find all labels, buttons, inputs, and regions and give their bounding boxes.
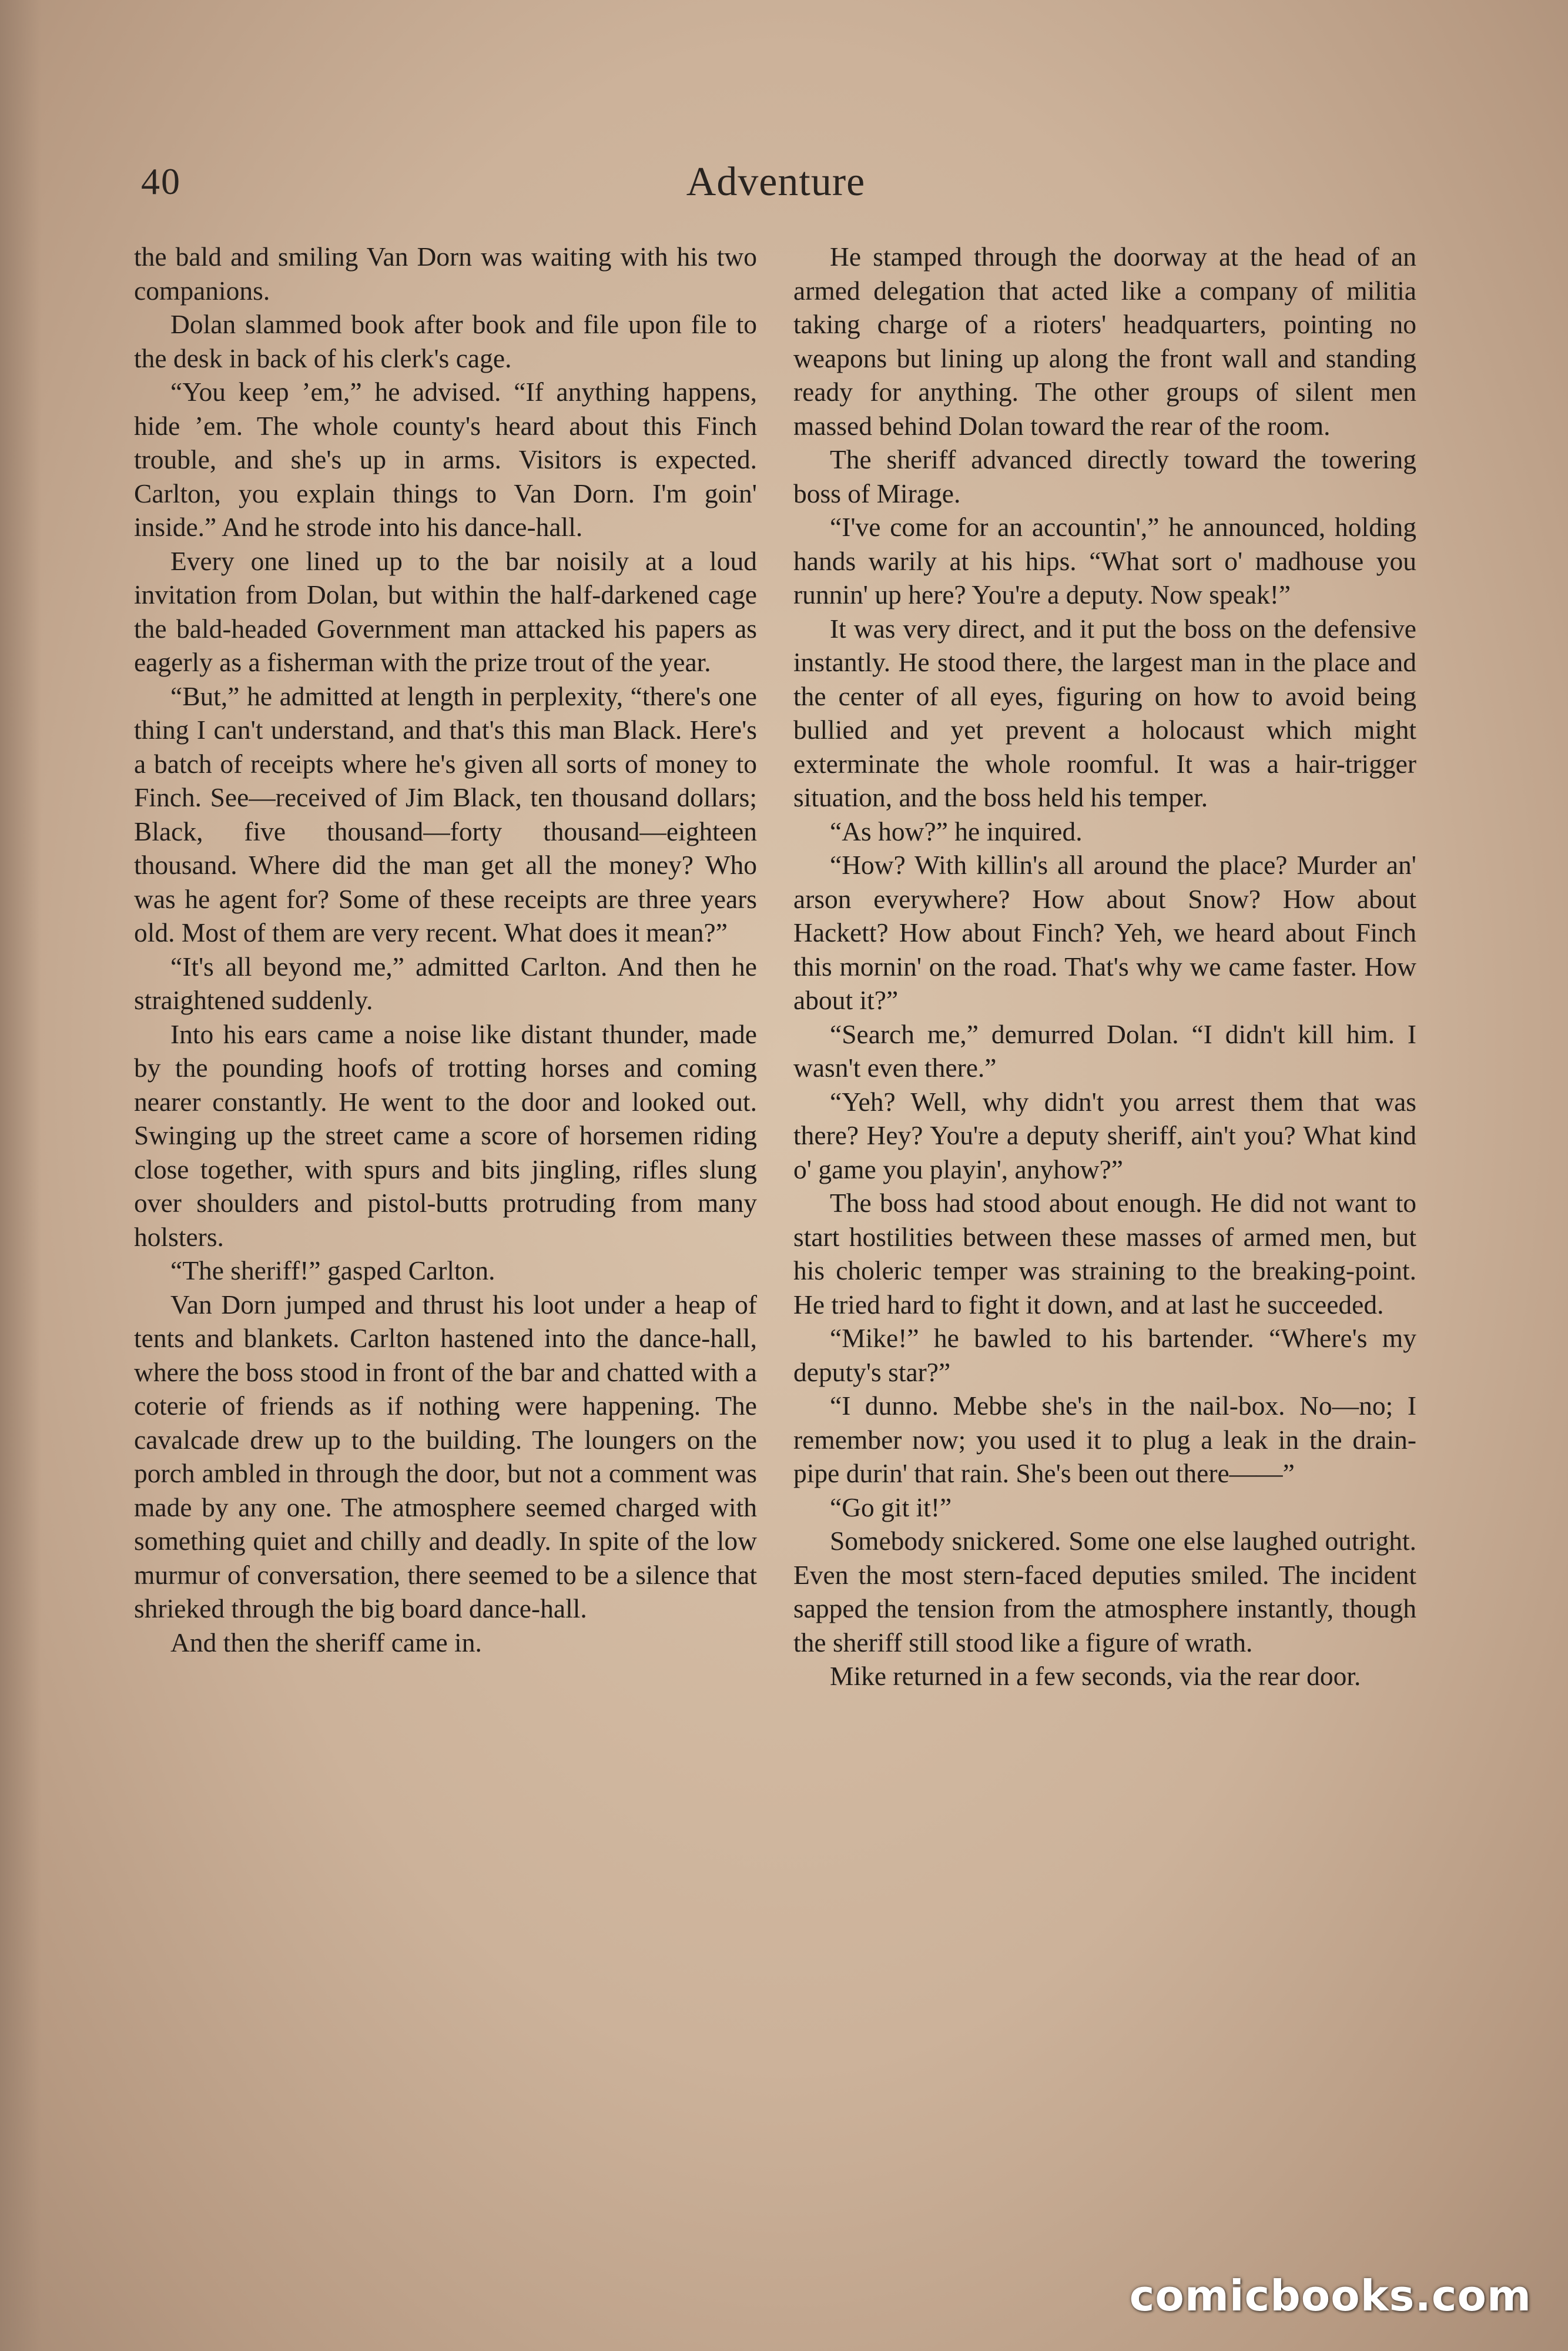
paragraph: “It's all beyond me,” admitted Carlton. And then he straightened suddenly. xyxy=(134,951,757,1015)
text-column-left xyxy=(134,240,757,1659)
paragraph: “You keep ’em,” he advised. “If anything happens, hide ’em. The whole county's heard about this Finch trouble, and she's up in arms. Visitors is expected. Carlton, you explain things to Van Dorn. I'm goin' inside.” And he strode into his dance-hall. xyxy=(134,377,757,542)
paragraph: “As how?” he inquired. xyxy=(830,816,1083,846)
paragraph: Every one lined up to the bar noisily at a loud invitation from Dolan, but within the half-darkened cage the bald-headed Government man attacked his papers as eagerly as a fisherman with the prize trout of the year. xyxy=(134,545,757,677)
page-header xyxy=(135,154,1416,219)
paragraph: Van Dorn jumped and thrust his loot under a heap of tents and blankets. Carlton hastened into the dance-hall, where the boss stood in front of the bar and chatted with a coterie of friends as if nothing were happening. The cavalcade drew up to the building. The loungers on the porch ambled in through the door, but not a comment was made by any one. The atmosphere seemed charged with something quiet and chilly and deadly. In spite of the low murmur of conversation, there seemed to be a silence that shrieked through the big board dance-hall. xyxy=(134,1289,757,1623)
paragraph: He stamped through the doorway at the head of an armed delegation that acted like a company of militia taking charge of a rioters' headquarters, pointing no weapons but lining up along the front wall and standing ready for anything. The other groups of silent men massed behind Dolan toward the rear of the room. xyxy=(793,242,1416,441)
paragraph: Into his ears came a noise like distant thunder, made by the pounding hoofs of trotting horses and coming nearer constantly. He went to the door and looked out. Swinging up the street came a score of horsemen riding close together, with spurs and bits jingling, rifles slung over shoulders and pistol-butts protruding from many holsters. xyxy=(134,1019,757,1252)
text-column-right xyxy=(793,240,1416,1693)
paragraph: “Yeh? Well, why didn't you arrest them that was there? Hey? You're a deputy sheriff, ain't you? What kind o' game you playin', anyhow?” xyxy=(793,1086,1416,1184)
paragraph: The boss had stood about enough. He did not want to start hostilities between these masses of armed men, but his choleric temper was straining to the breaking-point. He tried hard to fight it down, and at last he succeeded. xyxy=(793,1188,1416,1319)
site-watermark: comicbooks.com xyxy=(1129,2271,1532,2320)
running-head-title: Adventure xyxy=(686,159,866,205)
paragraph: Dolan slammed book after book and file upon file to the desk in back of his clerk's cage. xyxy=(134,309,757,373)
paragraph: the bald and smiling Van Dorn was waiting with his two companions. xyxy=(134,242,757,306)
paragraph: Mike returned in a few seconds, via the rear door. xyxy=(830,1661,1361,1691)
paragraph: And then the sheriff came in. xyxy=(170,1627,482,1657)
paragraph: “The sheriff!” gasped Carlton. xyxy=(170,1255,495,1285)
paragraph: Somebody snickered. Some one else laughed outright. Even the most stern-faced deputies smiled. The incident sapped the tension from the atmosphere instantly, though the sheriff still stood like a figure of wrath. xyxy=(793,1526,1416,1657)
paragraph: “But,” he admitted at length in perplexity, “there's one thing I can't understand, and that's this man Black. Here's a batch of receipts where he's given all sorts of money to Finch. See—received of Jim Black, ten thousand dollars; Black, five thousand—forty thousand—eighteen thousand. Where did the man get all the money? Who was he agent for? Some of these receipts are three years old. Most of them are very recent. What does it mean?” xyxy=(134,681,757,947)
paragraph: It was very direct, and it put the boss on the defensive instantly. He stood there, the largest man in the place and the center of all eyes, figuring on how to avoid being bullied and yet prevent a holocaust which might exterminate the whole roomful. It was a hair-trigger situation, and the boss held his temper. xyxy=(793,613,1416,812)
paragraph: “I've come for an accountin',” he announced, holding hands warily at his hips. “What sort o' madhouse you runnin' up here? You're a deputy. Now speak!” xyxy=(793,512,1416,609)
paragraph: “Mike!” he bawled to his bartender. “Where's my deputy's star?” xyxy=(793,1323,1416,1387)
paragraph: “Go git it!” xyxy=(830,1492,952,1522)
paragraph: “How? With killin's all around the place? Murder an' arson everywhere? How about Snow? How about Hackett? How about Finch? Yeh, we heard about Finch this mornin' on the road. That's why we came faster. How about it?” xyxy=(793,850,1416,1015)
page-edge-shadow xyxy=(0,0,41,2351)
paragraph: The sheriff advanced directly toward the towering boss of Mirage. xyxy=(793,444,1416,508)
page-number: 40 xyxy=(141,160,181,202)
paragraph: “I dunno. Mebbe she's in the nail-box. No—no; I remember now; you used it to plug a leak in the drain-pipe durin' that rain. She's been out there——” xyxy=(793,1391,1416,1488)
paragraph: “Search me,” demurred Dolan. “I didn't kill him. I wasn't even there.” xyxy=(793,1019,1416,1083)
